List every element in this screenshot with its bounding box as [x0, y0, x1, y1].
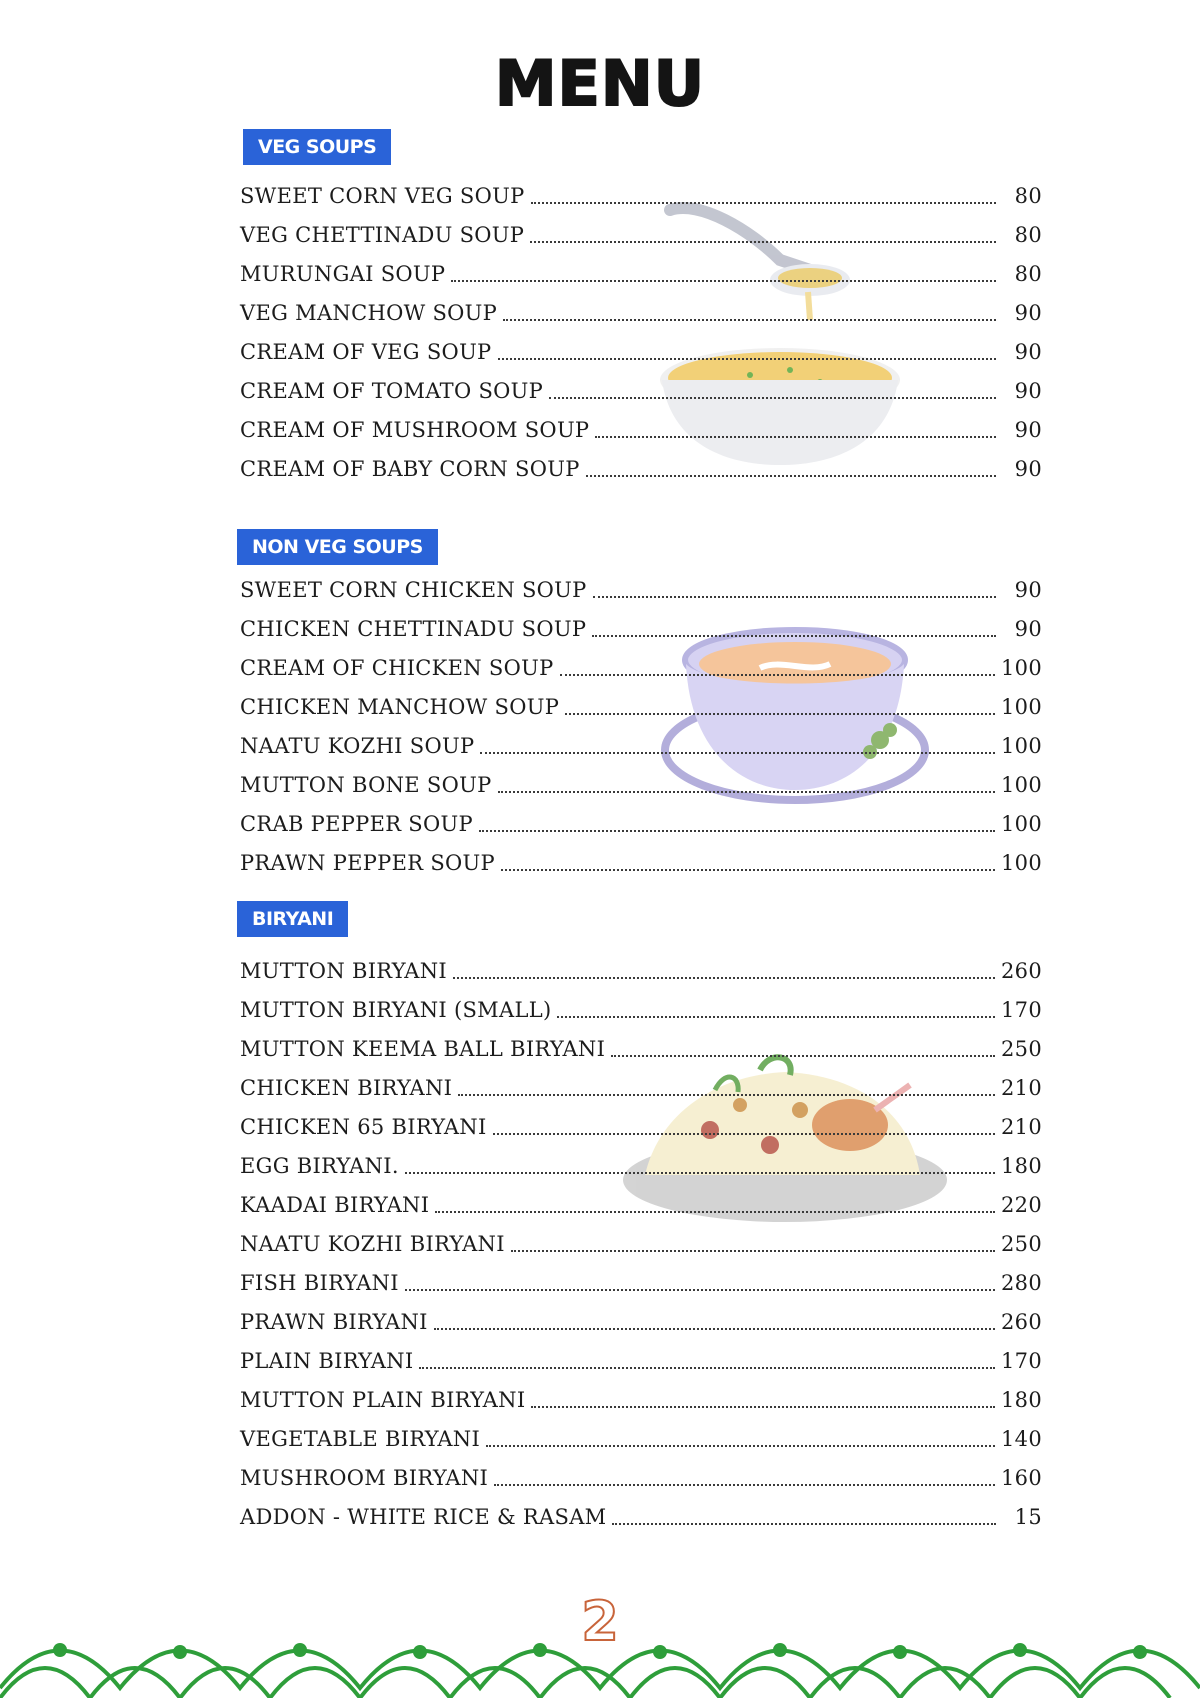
item-price: 100 — [1001, 734, 1042, 758]
page-title: MENU — [494, 47, 706, 120]
list-item — [240, 726, 1042, 760]
item-name: MURUNGAI SOUP — [240, 262, 446, 286]
item-price: 80 — [1014, 184, 1042, 208]
list-item — [240, 1458, 1042, 1492]
list-item — [240, 648, 1042, 682]
item-price: 90 — [1014, 340, 1042, 364]
dot-leader — [511, 1249, 995, 1252]
dot-leader — [565, 712, 995, 715]
item-name: PRAWN BIRYANI — [240, 1310, 428, 1334]
item-price: 80 — [1014, 223, 1042, 247]
item-price: 80 — [1014, 262, 1042, 286]
dot-leader — [494, 1483, 995, 1486]
section-heading-non-veg-soups: NON VEG SOUPS — [237, 529, 438, 565]
item-name: ADDON - WHITE RICE & RASAM — [240, 1505, 607, 1529]
item-price: 220 — [1001, 1193, 1042, 1217]
item-name: CHICKEN MANCHOW SOUP — [240, 695, 560, 719]
list-item — [240, 990, 1042, 1024]
dot-leader — [531, 201, 996, 204]
page-number: 2 — [581, 1590, 619, 1653]
item-name: VEGETABLE BIRYANI — [240, 1427, 481, 1451]
item-name: CREAM OF MUSHROOM SOUP — [240, 418, 590, 442]
list-item — [240, 1497, 1042, 1531]
dot-leader — [531, 1405, 995, 1408]
item-name: SWEET CORN CHICKEN SOUP — [240, 578, 587, 602]
list-item — [240, 687, 1042, 721]
list-item — [240, 1029, 1042, 1063]
dot-leader — [501, 868, 995, 871]
dot-leader — [611, 1054, 995, 1057]
item-name: PLAIN BIRYANI — [240, 1349, 414, 1373]
item-name: MUTTON PLAIN BIRYANI — [240, 1388, 526, 1412]
item-name: CHICKEN BIRYANI — [240, 1076, 453, 1100]
list-item — [240, 1263, 1042, 1297]
item-name: MUTTON BIRYANI (SMALL) — [240, 998, 552, 1022]
dot-leader — [557, 1015, 995, 1018]
item-price: 180 — [1001, 1154, 1042, 1178]
dot-leader — [560, 673, 995, 676]
dot-leader — [480, 751, 995, 754]
dot-leader — [593, 595, 996, 598]
dot-leader — [530, 240, 996, 243]
dot-leader — [498, 357, 997, 360]
dot-leader — [458, 1093, 995, 1096]
list-item — [240, 332, 1042, 366]
list-item — [240, 176, 1042, 210]
floral-border-decoration — [0, 1628, 1200, 1698]
item-name: CREAM OF CHICKEN SOUP — [240, 656, 554, 680]
list-item — [240, 1302, 1042, 1336]
list-item — [240, 449, 1042, 483]
item-price: 250 — [1001, 1037, 1042, 1061]
item-name: CREAM OF BABY CORN SOUP — [240, 457, 580, 481]
item-price: 160 — [1001, 1466, 1042, 1490]
item-price: 90 — [1014, 418, 1042, 442]
item-price: 100 — [1001, 656, 1042, 680]
item-name: PRAWN PEPPER SOUP — [240, 851, 495, 875]
dot-leader — [479, 829, 995, 832]
item-price: 100 — [1001, 773, 1042, 797]
item-name: MUTTON BONE SOUP — [240, 773, 492, 797]
list-item — [240, 1068, 1042, 1102]
dot-leader — [435, 1210, 995, 1213]
list-item — [240, 254, 1042, 288]
dot-leader — [498, 790, 995, 793]
list-item — [240, 570, 1042, 604]
dot-leader — [549, 396, 996, 399]
item-price: 100 — [1001, 695, 1042, 719]
list-item — [240, 410, 1042, 444]
list-item — [240, 804, 1042, 838]
item-name: MUTTON KEEMA BALL BIRYANI — [240, 1037, 606, 1061]
item-name: KAADAI BIRYANI — [240, 1193, 430, 1217]
item-price: 90 — [1014, 578, 1042, 602]
item-price: 170 — [1001, 1349, 1042, 1373]
dot-leader — [453, 976, 995, 979]
dot-leader — [405, 1288, 995, 1291]
list-item — [240, 765, 1042, 799]
item-name: CHICKEN CHETTINADU SOUP — [240, 617, 587, 641]
list-item — [240, 1419, 1042, 1453]
dot-leader — [592, 634, 996, 637]
item-price: 15 — [1014, 1505, 1042, 1529]
item-name: CREAM OF TOMATO SOUP — [240, 379, 544, 403]
list-item — [240, 1224, 1042, 1258]
list-item — [240, 951, 1042, 985]
item-name: VEG CHETTINADU SOUP — [240, 223, 525, 247]
item-price: 170 — [1001, 998, 1042, 1022]
dot-leader — [612, 1522, 996, 1525]
item-name: EGG BIRYANI. — [240, 1154, 399, 1178]
item-price: 280 — [1001, 1271, 1042, 1295]
item-name: VEG MANCHOW SOUP — [240, 301, 498, 325]
dot-leader — [493, 1132, 995, 1135]
dot-leader — [405, 1171, 995, 1174]
item-price: 250 — [1001, 1232, 1042, 1256]
list-item — [240, 1146, 1042, 1180]
item-price: 210 — [1001, 1115, 1042, 1139]
item-name: CRAB PEPPER SOUP — [240, 812, 473, 836]
item-price: 100 — [1001, 851, 1042, 875]
list-item — [240, 1107, 1042, 1141]
section-heading-veg-soups: VEG SOUPS — [243, 129, 391, 165]
list-item — [240, 843, 1042, 877]
list-item — [240, 371, 1042, 405]
item-price: 180 — [1001, 1388, 1042, 1412]
item-price: 140 — [1001, 1427, 1042, 1451]
item-name: NAATU KOZHI SOUP — [240, 734, 475, 758]
dot-leader — [451, 279, 996, 282]
dot-leader — [419, 1366, 995, 1369]
section-heading-biryani: BIRYANI — [237, 901, 348, 937]
item-price: 100 — [1001, 812, 1042, 836]
item-price: 90 — [1014, 617, 1042, 641]
item-name: SWEET CORN VEG SOUP — [240, 184, 525, 208]
item-name: MUSHROOM BIRYANI — [240, 1466, 489, 1490]
item-name: NAATU KOZHI BIRYANI — [240, 1232, 505, 1256]
item-price: 90 — [1014, 379, 1042, 403]
list-item — [240, 1185, 1042, 1219]
list-item — [240, 1341, 1042, 1375]
item-price: 90 — [1014, 301, 1042, 325]
item-name: CREAM OF VEG SOUP — [240, 340, 492, 364]
item-name: CHICKEN 65 BIRYANI — [240, 1115, 487, 1139]
list-item — [240, 215, 1042, 249]
item-name: MUTTON BIRYANI — [240, 959, 448, 983]
item-price: 260 — [1001, 959, 1042, 983]
list-item — [240, 609, 1042, 643]
list-item — [240, 293, 1042, 327]
item-price: 90 — [1014, 457, 1042, 481]
item-name: FISH BIRYANI — [240, 1271, 399, 1295]
item-price: 210 — [1001, 1076, 1042, 1100]
dot-leader — [486, 1444, 995, 1447]
item-price: 260 — [1001, 1310, 1042, 1334]
dot-leader — [586, 474, 996, 477]
dot-leader — [595, 435, 996, 438]
list-item — [240, 1380, 1042, 1414]
dot-leader — [434, 1327, 995, 1330]
dot-leader — [503, 318, 996, 321]
